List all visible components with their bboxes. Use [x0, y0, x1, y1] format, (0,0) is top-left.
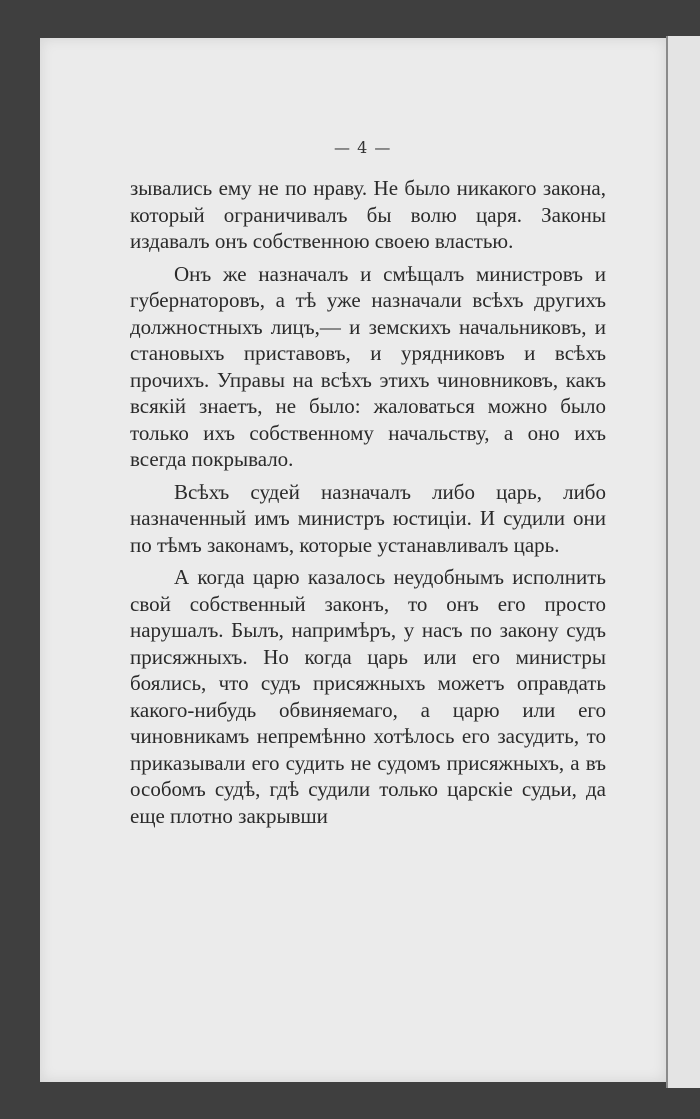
- next-page-edge: [666, 36, 700, 1088]
- body-text: [130, 175, 606, 835]
- paragraph-1: зывались ему не по нраву. Не было никакого закона, который ограничивалъ бы волю царя. Законы издавалъ онъ собственною своею властью.: [130, 176, 606, 253]
- paragraph-3: Всѣхъ судей назначалъ либо царь, либо назначенный имъ министръ юстиціи. И судили они по тѣмъ законамъ, которые устанавливалъ царь.: [130, 479, 606, 557]
- paragraph-4: А когда царю казалось неудобнымъ исполнить свой собственный законъ, то онъ его просто нарушалъ. Былъ, напримѣръ, у насъ по закону судъ присяжныхъ. Но когда царь или его министры боялись, что судъ присяжныхъ можетъ оправдать какого-нибудь обвиняемаго, а царю или его чиновникамъ непремѣнно хотѣлось его засудить, то приказывали его судить не судомъ присяжныхъ, а въ особомъ судѣ, гдѣ судили только царскіе судьи, да еще плотно закрывши: [130, 565, 606, 828]
- paragraph-2: Онъ же назначалъ и смѣщалъ министровъ и губернаторовъ, а тѣ уже назначали всѣхъ другихъ должностныхъ лицъ,— и земскихъ начальниковъ, и становыхъ приставовъ, и урядниковъ и всѣхъ прочихъ. Управы на всѣхъ этихъ чиновниковъ, какъ всякій знаетъ, не было: жаловаться можно было только ихъ собственному начальству, а оно ихъ всегда покрывало.: [130, 261, 606, 471]
- page-number: — 4 —: [334, 138, 392, 157]
